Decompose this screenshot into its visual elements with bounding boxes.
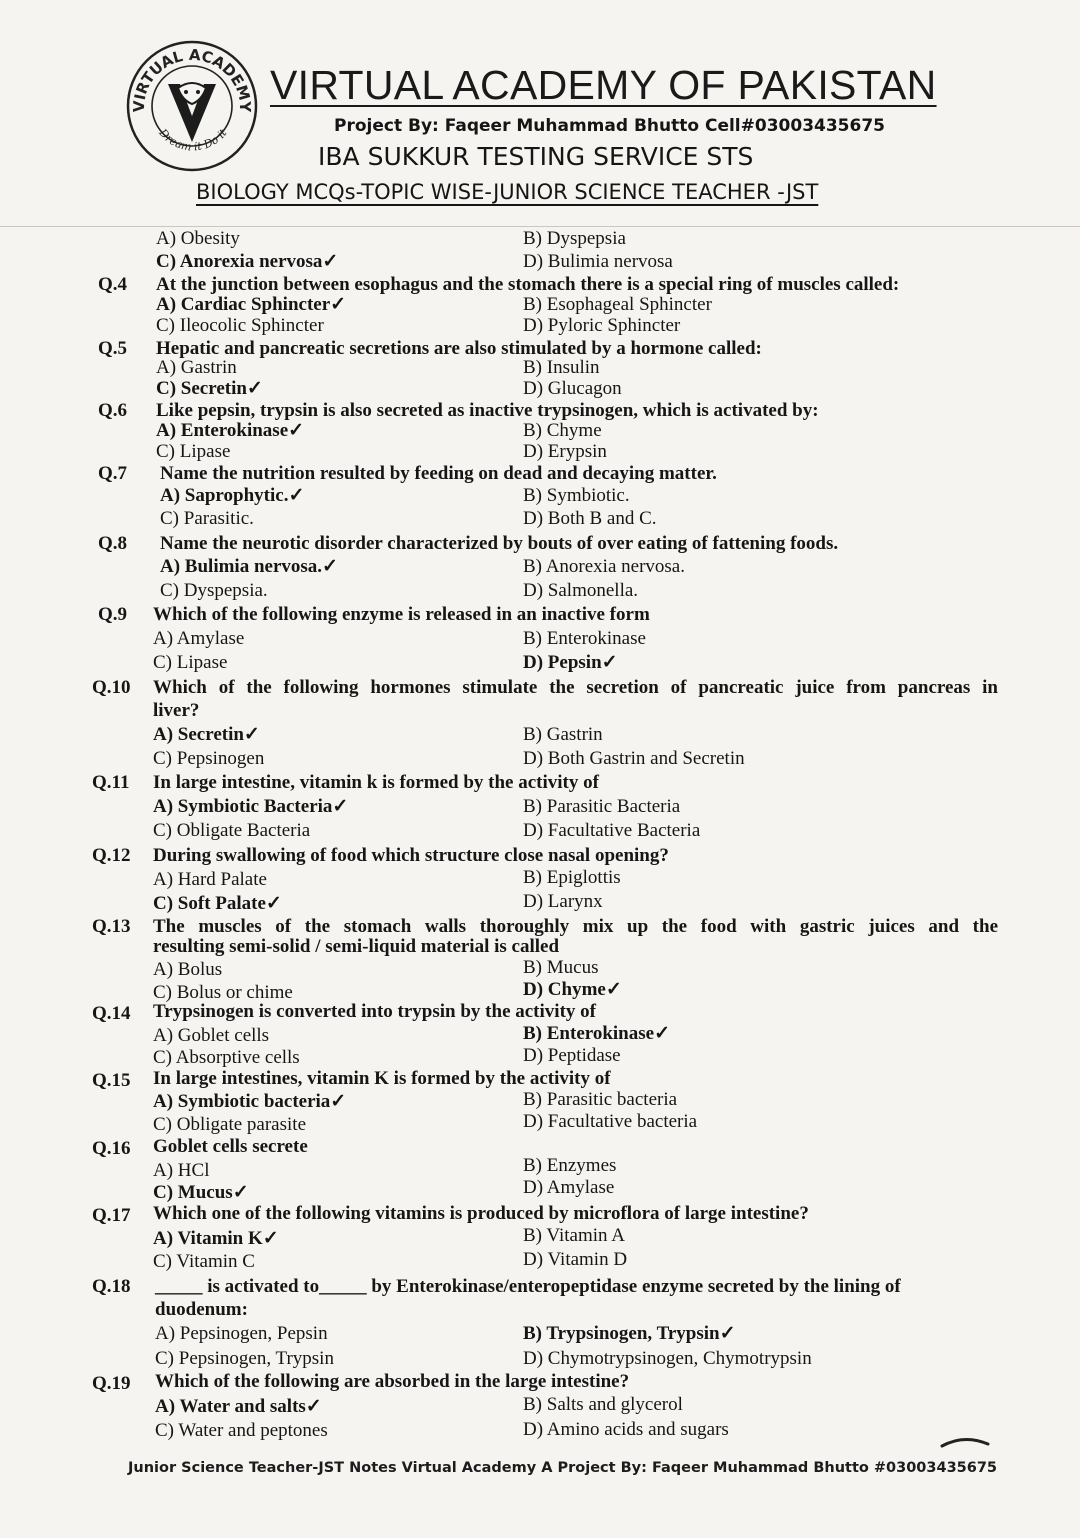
academy-logo	[124, 38, 260, 174]
option-text: B) Parasitic bacteria	[523, 1089, 678, 1110]
option-text: D) Bulimia nervosa	[523, 251, 673, 272]
option-text-answer: A) Enterokinase✓	[156, 420, 305, 441]
option-text: D) Both Gastrin and Secretin	[523, 748, 745, 769]
option-text: A) Hard Palate	[153, 869, 267, 890]
question-text: Goblet cells secrete	[153, 1136, 308, 1157]
question-text: _____ is activated to_____ by Enterokinase/enteropeptidase enzyme secreted by the lining of	[155, 1276, 901, 1297]
question-number: Q.11	[92, 772, 130, 793]
option-text-answer: C) Mucus✓	[153, 1182, 249, 1203]
option-text-answer: A) Bulimia nervosa.✓	[160, 556, 338, 577]
option-text: D) Larynx	[523, 891, 603, 912]
question-text-continued: resulting semi-solid / semi-liquid material is called	[153, 936, 560, 957]
question-text: Which of the following enzyme is released in an inactive form	[153, 604, 650, 625]
option-text-answer: C) Anorexia nervosa✓	[156, 251, 339, 272]
option-text: C) Obligate Bacteria	[153, 820, 311, 841]
question-text: At the junction between esophagus and the stomach there is a special ring of muscles called:	[156, 274, 900, 295]
option-text: C) Absorptive cells	[153, 1047, 300, 1068]
option-text: B) Symbiotic.	[523, 485, 630, 506]
option-text: D) Vitamin D	[523, 1249, 628, 1270]
question-text: In large intestines, vitamin K is formed by the activity of	[153, 1068, 611, 1089]
option-text: A) HCl	[153, 1160, 210, 1181]
page-title: VIRTUAL ACADEMY OF PAKISTAN	[270, 62, 937, 108]
option-text: C) Dyspepsia.	[160, 580, 268, 601]
option-text: C) Ileocolic Sphincter	[156, 315, 324, 336]
option-text-answer: A) Water and salts✓	[155, 1396, 322, 1417]
option-text: B) Epiglottis	[523, 867, 621, 888]
question-number: Q.12	[92, 845, 131, 866]
question-text: Name the nutrition resulted by feeding on dead and decaying matter.	[160, 463, 717, 484]
option-text: C) Vitamin C	[153, 1251, 255, 1272]
question-text: During swallowing of food which structure close nasal opening?	[153, 845, 669, 866]
question-text: Which of the following are absorbed in the large intestine?	[155, 1371, 630, 1392]
question-text: Trypsinogen is converted into trypsin by the activity of	[153, 1001, 596, 1022]
question-text: In large intestine, vitamin k is formed by the activity of	[153, 772, 599, 793]
option-text: C) Obligate parasite	[153, 1114, 307, 1135]
option-text: A) Bolus	[153, 959, 223, 980]
option-text-answer: C) Secretin✓	[156, 378, 263, 399]
header-divider	[0, 226, 1080, 227]
option-text: B) Enterokinase	[523, 628, 646, 649]
option-text: A) Amylase	[153, 628, 245, 649]
option-text-answer: D) Pepsin✓	[523, 652, 618, 673]
option-text: A) Obesity	[156, 228, 240, 249]
question-number: Q.17	[92, 1205, 131, 1226]
option-text: B) Esophageal Sphincter	[523, 294, 712, 315]
option-text: B) Gastrin	[523, 724, 603, 745]
option-text: D) Amino acids and sugars	[523, 1419, 729, 1440]
option-text: B) Mucus	[523, 957, 599, 978]
option-text: C) Pepsinogen, Trypsin	[155, 1348, 334, 1369]
question-number: Q.10	[92, 677, 131, 698]
question-text: Which of the following hormones stimulate the secretion of pancreatic juice from pancreas in	[153, 677, 998, 698]
question-text: Name the neurotic disorder characterized by bouts of over eating of fattening foods.	[160, 533, 839, 554]
question-number: Q.6	[98, 400, 128, 421]
question-number: Q.7	[98, 463, 128, 484]
question-text: Like pepsin, trypsin is also secreted as inactive trypsinogen, which is activated by:	[156, 400, 819, 421]
option-text-answer: A) Symbiotic bacteria✓	[153, 1091, 347, 1112]
option-text-answer: B) Enterokinase✓	[523, 1023, 670, 1044]
option-text: B) Vitamin A	[523, 1225, 625, 1246]
logo-ring-bottom-text: Dream it Do it	[156, 126, 230, 154]
option-text: A) Goblet cells	[153, 1025, 270, 1046]
question-text: Hepatic and pancreatic secretions are also stimulated by a hormone called:	[156, 338, 762, 359]
option-text: C) Pepsinogen	[153, 748, 265, 769]
option-text: B) Salts and glycerol	[523, 1394, 683, 1415]
testing-service-title: IBA SUKKUR TESTING SERVICE STS	[318, 142, 754, 171]
question-number: Q.18	[92, 1276, 131, 1297]
option-text: D) Peptidase	[523, 1045, 621, 1066]
question-number: Q.16	[92, 1138, 131, 1159]
question-number: Q.19	[92, 1373, 131, 1394]
option-text: A) Gastrin	[156, 357, 237, 378]
option-text: A) Pepsinogen, Pepsin	[155, 1323, 328, 1344]
option-text: B) Chyme	[523, 420, 602, 441]
option-text: D) Chymotrypsinogen, Chymotrypsin	[523, 1348, 812, 1369]
option-text: D) Both B and C.	[523, 508, 657, 529]
question-number: Q.8	[98, 533, 128, 554]
option-text: C) Lipase	[156, 441, 231, 462]
option-text: C) Parasitic.	[160, 508, 254, 529]
option-text-answer: A) Cardiac Sphincter✓	[156, 294, 347, 315]
option-text: D) Salmonella.	[523, 580, 639, 601]
option-text: D) Facultative bacteria	[523, 1111, 698, 1132]
question-number: Q.13	[92, 916, 131, 937]
question-number: Q.5	[98, 338, 128, 359]
option-text: C) Water and peptones	[155, 1420, 328, 1441]
question-number: Q.9	[98, 604, 128, 625]
question-number: Q.14	[92, 1003, 131, 1024]
option-text-answer: A) Saprophytic.✓	[160, 485, 305, 506]
option-text-answer: A) Vitamin K✓	[153, 1228, 279, 1249]
option-text-answer: D) Chyme✓	[523, 979, 622, 1000]
option-text-answer: A) Secretin✓	[153, 724, 260, 745]
option-text: C) Bolus or chime	[153, 982, 293, 1003]
question-text: The muscles of the stomach walls thoroughly mix up the food with gastric juices and the	[153, 916, 998, 937]
option-text: C) Lipase	[153, 652, 228, 673]
option-text-answer: B) Trypsinogen, Trypsin✓	[523, 1323, 736, 1344]
option-text: D) Facultative Bacteria	[523, 820, 701, 841]
option-text: B) Anorexia nervosa.	[523, 556, 685, 577]
logo-ring-top-text: VIRTUAL ACADEMY	[129, 45, 255, 113]
subject-title: BIOLOGY MCQs-TOPIC WISE-JUNIOR SCIENCE TEACHER -JST	[196, 180, 819, 204]
question-text: Which one of the following vitamins is produced by microflora of large intestine?	[153, 1203, 809, 1224]
option-text: B) Dyspepsia	[523, 228, 626, 249]
question-text-continued: liver?	[153, 700, 200, 721]
option-text: B) Parasitic Bacteria	[523, 796, 681, 817]
option-text: D) Erypsin	[523, 441, 607, 462]
option-text-answer: C) Soft Palate✓	[153, 893, 282, 914]
option-text: D) Amylase	[523, 1177, 615, 1198]
option-text-answer: A) Symbiotic Bacteria✓	[153, 796, 349, 817]
question-number: Q.4	[98, 274, 128, 295]
option-text: B) Insulin	[523, 357, 600, 378]
option-text: B) Enzymes	[523, 1155, 617, 1176]
project-credit: Project By: Faqeer Muhammad Bhutto Cell#03003435675	[334, 116, 885, 136]
question-number: Q.15	[92, 1070, 131, 1091]
option-text: D) Glucagon	[523, 378, 622, 399]
option-text: D) Pyloric Sphincter	[523, 315, 681, 336]
page-footer: Junior Science Teacher-JST Notes Virtual Academy A Project By: Faqeer Muhammad Bhutto #03003435675	[128, 1460, 998, 1476]
pen-stroke-mark	[940, 1434, 990, 1450]
question-text-continued: duodenum:	[155, 1299, 248, 1320]
